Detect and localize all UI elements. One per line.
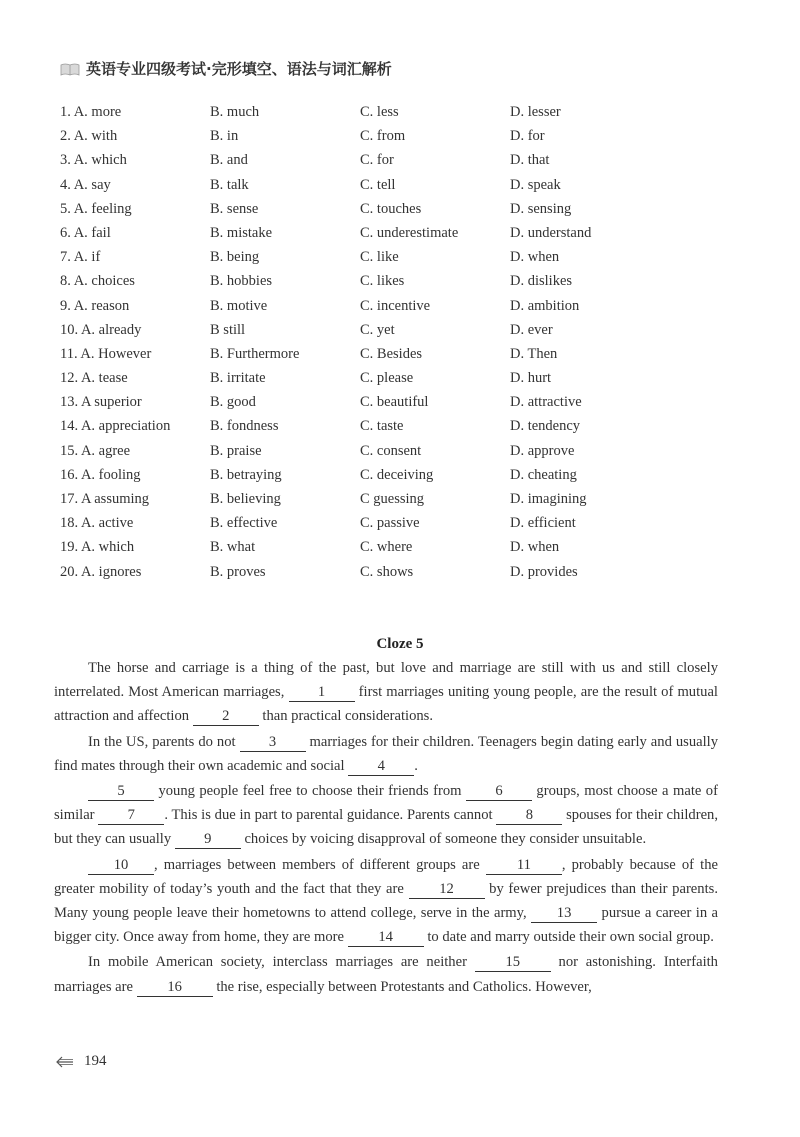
paragraph-2 — [54, 730, 718, 778]
option-row — [60, 414, 600, 438]
blank-2: 2 — [193, 707, 259, 726]
option-c: C. taste — [360, 418, 404, 435]
blank-7: 7 — [98, 806, 164, 825]
answer-options-list — [60, 100, 600, 584]
option-b: B. what — [210, 539, 256, 556]
option-d: D. provides — [510, 563, 578, 580]
option-c: C. for — [360, 152, 394, 169]
option-a: 8. A. choices — [60, 273, 135, 290]
text: to date and marry outside their own social group. — [427, 929, 714, 946]
blank-1: 1 — [289, 683, 355, 702]
book-icon — [60, 62, 80, 76]
option-a: 15. A. agree — [60, 442, 131, 459]
option-c: C. tell — [360, 176, 396, 193]
cloze-passage — [54, 656, 718, 999]
option-d: D. dislikes — [510, 273, 573, 290]
option-b: B. sense — [210, 200, 259, 217]
option-d: D. lesser — [510, 104, 561, 120]
text: groups, most choose a mate of similar — [54, 783, 718, 824]
option-row — [60, 221, 600, 245]
option-c: C. please — [360, 370, 414, 387]
blank-6: 6 — [466, 782, 532, 801]
option-c: C. underestimate — [360, 224, 459, 241]
text: , marriages between members of different groups are — [154, 856, 480, 873]
option-row — [60, 197, 600, 221]
option-c: C. yet — [360, 321, 395, 338]
option-a: 2. A. with — [60, 128, 118, 145]
option-b: B. effective — [210, 515, 278, 532]
option-a: 17. A assuming — [60, 491, 150, 507]
option-b: B. and — [210, 152, 248, 169]
option-c: C. less — [360, 104, 399, 120]
option-a: 9. A. reason — [60, 297, 130, 314]
option-a: 13. A superior — [60, 394, 142, 411]
paragraph-1 — [54, 656, 718, 729]
option-a: 14. A. appreciation — [60, 418, 171, 435]
text: choices by voicing disapproval of someone they consider unsuitable. — [244, 831, 647, 848]
text: , probably because of the greater mobility of today’s youth and the fact that they are — [54, 856, 718, 897]
option-d: D. when — [510, 249, 560, 266]
blank-3: 3 — [240, 733, 306, 752]
blank-10: 10 — [88, 856, 154, 875]
option-d: D. approve — [510, 442, 575, 459]
option-d: D. speak — [510, 176, 561, 193]
option-b: B. mistake — [210, 224, 273, 241]
text: marriages for their children. Teenagers begin dating early and usually find mates through their own academic and social — [54, 733, 719, 774]
option-row — [60, 294, 600, 318]
option-b: B still — [210, 321, 246, 338]
cloze-title: Cloze 5 — [376, 636, 424, 652]
option-row — [60, 342, 600, 366]
text: young people feel free to choose their friends from — [158, 783, 462, 800]
paragraph-4 — [54, 853, 718, 950]
option-d: D. cheating — [510, 466, 577, 483]
text: by fewer prejudices than their parents. Many young people leave their hometowns to attend college, serve in the army, — [54, 880, 718, 922]
option-row — [60, 463, 600, 487]
text: In mobile American society, interclass marriages are neither — [88, 954, 467, 971]
option-a: 19. A. which — [60, 539, 135, 556]
blank-11: 11 — [486, 856, 562, 875]
option-c: C. where — [360, 539, 413, 556]
option-a: 4. A. say — [60, 176, 111, 193]
option-c: C. passive — [360, 515, 420, 532]
option-b: B. believing — [210, 491, 281, 507]
blank-8: 8 — [496, 806, 562, 825]
blank-12: 12 — [409, 880, 485, 899]
option-row — [60, 100, 600, 124]
option-row — [60, 390, 600, 414]
option-b: B. good — [210, 394, 256, 411]
option-c: C. shows — [360, 563, 414, 580]
option-b: B. in — [210, 128, 239, 145]
option-row — [60, 560, 600, 584]
option-b: B. talk — [210, 176, 249, 193]
option-c: C. likes — [360, 273, 405, 290]
text: In the US, parents do not — [88, 733, 236, 750]
option-d: D. understand — [510, 224, 592, 241]
text: first marriages uniting young people, are the result of mutual attraction and affection — [54, 684, 718, 725]
blank-9: 9 — [175, 830, 241, 849]
option-b: B. fondness — [210, 418, 279, 435]
arrow-left-icon — [56, 1056, 74, 1068]
blank-14: 14 — [348, 928, 424, 947]
option-a: 10. A. already — [60, 321, 142, 338]
option-c: C. consent — [360, 442, 422, 459]
option-c: C guessing — [360, 491, 425, 507]
option-d: D. imagining — [510, 491, 587, 507]
option-a: 6. A. fail — [60, 224, 111, 241]
option-d: D. ambition — [510, 297, 580, 314]
option-d: D. when — [510, 539, 560, 556]
option-row — [60, 173, 600, 197]
option-a: 20. A. ignores — [60, 563, 142, 580]
text: pursue a career in a bigger city. Once away from home, they are more — [54, 905, 719, 946]
blank-5: 5 — [88, 782, 154, 801]
option-a: 11. A. However — [60, 345, 152, 362]
option-row — [60, 535, 600, 559]
text: The horse and carriage is a thing of the past, but love and marriage are still with us and still closely interrelated. Most American marriages, — [54, 660, 718, 701]
option-c: C. from — [360, 128, 406, 145]
option-row — [60, 366, 600, 390]
option-c: C. touches — [360, 200, 422, 217]
option-b: B. praise — [210, 442, 262, 459]
option-row — [60, 511, 600, 535]
page-footer — [56, 1053, 107, 1070]
option-d: D. that — [510, 152, 550, 169]
option-b: B. Furthermore — [210, 345, 300, 362]
blank-16: 16 — [137, 978, 213, 997]
option-b: B. proves — [210, 563, 266, 580]
blank-15: 15 — [475, 953, 551, 972]
paragraph-5 — [54, 950, 718, 998]
option-d: D. Then — [510, 345, 558, 362]
option-row — [60, 124, 600, 148]
option-row — [60, 245, 600, 269]
running-header — [60, 58, 392, 79]
text: than practical considerations. — [262, 708, 433, 725]
option-a: 18. A. active — [60, 515, 134, 532]
header-title: 英语专业四级考试·完形填空、语法与词汇解析 — [86, 60, 392, 78]
option-b: B. much — [210, 104, 260, 120]
option-c: C. like — [360, 249, 399, 266]
option-d: D. attractive — [510, 394, 582, 411]
text: . This is due in part to parental guidance. Parents cannot — [164, 807, 493, 824]
option-d: D. sensing — [510, 200, 572, 217]
option-b: B. motive — [210, 297, 268, 314]
option-a: 3. A. which — [60, 152, 127, 169]
option-row — [60, 148, 600, 172]
option-row — [60, 318, 600, 342]
option-d: D. ever — [510, 321, 553, 338]
option-b: B. hobbies — [210, 273, 273, 290]
option-b: B. irritate — [210, 370, 266, 387]
option-a: 5. A. feeling — [60, 200, 132, 217]
option-d: D. tendency — [510, 418, 581, 435]
option-a: 1. A. more — [60, 104, 122, 120]
option-row — [60, 439, 600, 463]
option-row — [60, 269, 600, 293]
text: the rise, especially between Protestants and Catholics. However, — [216, 978, 592, 995]
page-number: 194 — [84, 1053, 107, 1069]
option-c: C. incentive — [360, 297, 431, 314]
option-row — [60, 487, 600, 511]
text: . — [414, 757, 418, 774]
option-c: C. beautiful — [360, 394, 429, 411]
option-b: B. being — [210, 249, 260, 266]
option-b: B. betraying — [210, 466, 282, 483]
paragraph-3 — [54, 779, 718, 852]
blank-4: 4 — [348, 757, 414, 776]
option-c: C. deceiving — [360, 466, 434, 483]
option-d: D. hurt — [510, 370, 552, 387]
text: nor astonishing. Interfaith marriages are — [54, 954, 718, 995]
blank-13: 13 — [531, 904, 597, 923]
option-a: 7. A. if — [60, 249, 101, 266]
option-d: D. efficient — [510, 515, 576, 532]
option-c: C. Besides — [360, 345, 423, 362]
option-a: 16. A. fooling — [60, 466, 141, 483]
option-a: 12. A. tease — [60, 370, 128, 387]
text: spouses for their children, but they can usually — [54, 807, 719, 848]
option-d: D. for — [510, 128, 545, 145]
